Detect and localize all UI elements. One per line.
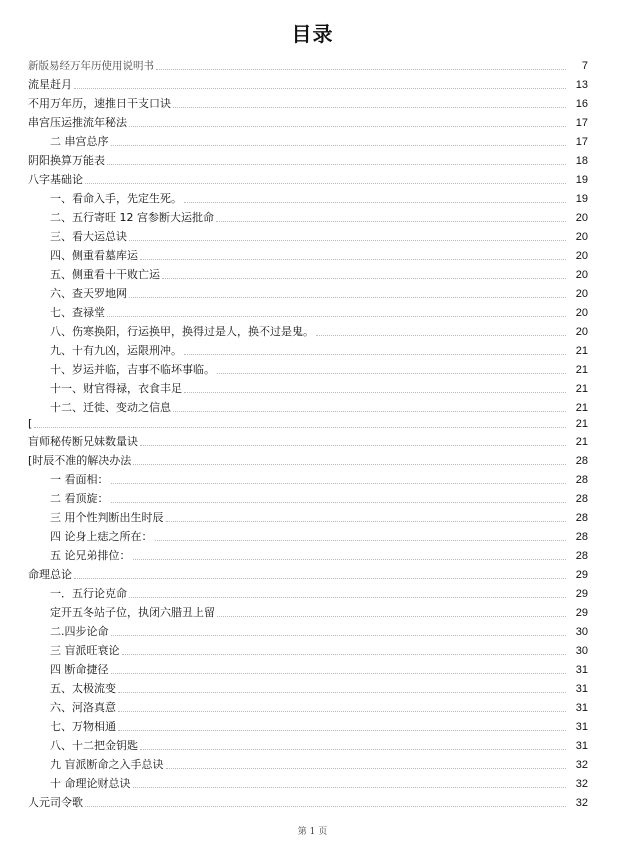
toc-entry[interactable] — [28, 507, 588, 525]
dot-leader — [107, 163, 566, 165]
toc-entry-label: 七、查禄堂 — [50, 306, 105, 319]
dot-leader — [217, 372, 566, 374]
toc-entry-page-number: 31 — [575, 683, 588, 695]
toc-entry[interactable] — [28, 55, 588, 73]
toc-entry-page-number: 20 — [575, 231, 588, 243]
toc-entry-label: 三、看大运总诀 — [50, 230, 127, 243]
toc-entry-label: 九 盲派断命之入手总诀 — [50, 758, 164, 771]
toc-entry[interactable] — [28, 564, 588, 582]
toc-entry[interactable] — [28, 264, 588, 282]
toc-entry-label: 定开五冬站子位，执闭六腊丑上留 — [50, 606, 215, 619]
toc-entry[interactable] — [28, 640, 588, 658]
toc-entry-page-number: 30 — [575, 645, 588, 657]
dot-leader — [129, 239, 566, 241]
dot-leader — [118, 710, 566, 712]
toc-entry-label: 新版易经万年历使用说明书 — [28, 60, 154, 72]
toc-entry-label: 四、侧重看墓库运 — [50, 249, 138, 262]
dot-leader — [173, 106, 566, 108]
dot-leader — [166, 767, 567, 769]
dot-leader — [140, 444, 566, 446]
toc-entry[interactable] — [28, 754, 588, 772]
toc-entry-label: 十 命理论财总诀 — [50, 777, 131, 790]
toc-entry-page-number: 31 — [575, 721, 588, 733]
dot-leader — [133, 786, 567, 788]
dot-leader — [118, 729, 566, 731]
toc-entry-page-number: 7 — [581, 60, 588, 72]
toc-entry[interactable] — [28, 545, 588, 563]
toc-entry-page-number: 20 — [575, 269, 588, 281]
toc-entry-page-number: 28 — [575, 512, 588, 524]
toc-entry[interactable] — [28, 735, 588, 753]
toc-entry-page-number: 28 — [575, 455, 588, 467]
dot-leader — [74, 87, 566, 89]
dot-leader — [140, 748, 566, 750]
toc-entry-page-number: 29 — [575, 569, 588, 581]
toc-entry[interactable] — [28, 773, 588, 791]
toc-entry[interactable] — [28, 302, 588, 320]
toc-entry[interactable] — [28, 226, 588, 244]
toc-entry-label: 五 论兄弟排位： — [50, 549, 131, 562]
dot-leader — [184, 391, 566, 393]
page-footer: 第 1 页 — [297, 827, 328, 837]
toc-entry[interactable] — [28, 74, 588, 92]
toc-entry-page-number: 28 — [575, 474, 588, 486]
toc-entry[interactable] — [28, 207, 588, 225]
toc-entry-label: 五、太极流变 — [50, 682, 116, 695]
toc-entry-label: 八、十二把金钥匙 — [50, 739, 138, 752]
toc-entry[interactable] — [28, 150, 588, 168]
toc-entry-page-number: 21 — [575, 345, 588, 357]
toc-entry-label: 流星赶月 — [28, 78, 72, 91]
toc-entry-label: 六、查天罗地网 — [50, 287, 127, 300]
toc-entry-label: 八、伤寒换阳，行运换甲，换得过是人，换不过是鬼。 — [50, 325, 314, 338]
toc-entry-page-number: 17 — [575, 136, 588, 148]
toc-entry-page-number: 31 — [575, 702, 588, 714]
toc-entry[interactable] — [28, 431, 588, 449]
toc-entry-label: 命理总论 — [28, 568, 72, 581]
toc-entry-page-number: 20 — [575, 307, 588, 319]
dot-leader — [111, 672, 567, 674]
toc-entry[interactable] — [28, 359, 588, 377]
dot-leader — [107, 315, 566, 317]
toc-entry-label: 四 断命捷径 — [50, 663, 109, 676]
toc-entry-label: 一 看面相： — [50, 473, 109, 486]
toc-entry[interactable] — [28, 188, 588, 206]
toc-entry-label: 十、岁运并临，吉事不临坏事临。 — [50, 363, 215, 376]
toc-entry-page-number: 30 — [575, 626, 588, 638]
dot-leader — [216, 220, 566, 222]
toc-entry[interactable] — [28, 583, 588, 601]
toc-entry-label: 不用万年历，速推日干支口诀 — [28, 97, 171, 110]
toc-entry[interactable] — [28, 697, 588, 715]
toc-entry-label: 九、十有九凶，运限刑冲。 — [50, 344, 182, 357]
toc-entry-page-number: 20 — [575, 212, 588, 224]
dot-leader — [129, 596, 566, 598]
toc-entry[interactable] — [28, 659, 588, 677]
toc-entry-page-number: 21 — [575, 364, 588, 376]
dot-leader — [111, 501, 567, 503]
toc-entry[interactable] — [28, 378, 588, 396]
toc-entry[interactable] — [28, 283, 588, 301]
dot-leader — [122, 653, 567, 655]
toc-entry-label: 七、万物相通 — [50, 720, 116, 733]
dot-leader — [111, 144, 567, 146]
dot-leader — [133, 558, 567, 560]
dot-leader — [129, 296, 566, 298]
toc-entry-page-number: 28 — [575, 550, 588, 562]
toc-entry-page-number: 32 — [575, 797, 588, 809]
toc-entry[interactable] — [28, 450, 588, 468]
toc-entry-label: 阴阳换算万能表 — [28, 154, 105, 167]
toc-entry[interactable] — [28, 93, 588, 111]
dot-leader — [184, 353, 566, 355]
toc-entry-page-number: 28 — [575, 493, 588, 505]
toc-entry[interactable] — [28, 321, 588, 339]
toc-entry[interactable] — [28, 169, 588, 187]
toc-entry-page-number: 29 — [575, 588, 588, 600]
toc-entry-label: 十二、迁徙、变动之信息 — [50, 401, 171, 414]
toc-entry-page-number: 21 — [575, 436, 588, 448]
toc-entry-label: 一．五行论克命 — [50, 587, 127, 600]
toc-entry[interactable] — [28, 488, 588, 506]
toc-entry[interactable] — [28, 678, 588, 696]
dot-leader — [111, 482, 567, 484]
dot-leader — [133, 463, 566, 465]
toc-entry-label: 二、五行寄旺 12 宫参断大运批命 — [50, 211, 214, 224]
toc-entry-page-number: 28 — [575, 531, 588, 543]
dot-leader — [74, 577, 566, 579]
dot-leader — [85, 805, 566, 807]
toc-entry-label: 三 用个性判断出生时辰 — [50, 511, 164, 524]
toc-entry-label: 二 串宫总序 — [50, 135, 109, 148]
toc-entry[interactable] — [28, 792, 588, 810]
toc-entry-page-number: 31 — [575, 664, 588, 676]
toc-entry-page-number: 21 — [575, 383, 588, 395]
toc-entry[interactable] — [28, 340, 588, 358]
toc-entry-page-number: 17 — [575, 117, 588, 129]
toc-entry-page-number: 16 — [575, 98, 588, 110]
dot-leader — [162, 277, 566, 279]
toc-entry-page-number: 20 — [575, 326, 588, 338]
toc-entry[interactable] — [28, 602, 588, 620]
dot-leader — [316, 334, 566, 336]
toc-entry-page-number: 20 — [575, 288, 588, 300]
toc-entry-label: 六、河洛真意 — [50, 701, 116, 714]
toc-entry-page-number: 19 — [575, 193, 588, 205]
toc-entry-label: 人元司令歌 — [28, 796, 83, 809]
toc-entry[interactable] — [28, 245, 588, 263]
dot-leader — [217, 615, 566, 617]
toc-entry[interactable] — [28, 621, 588, 639]
toc-entry-page-number: 21 — [575, 418, 588, 430]
page-title: 目录 — [291, 22, 334, 46]
toc-entry-page-number: 31 — [575, 740, 588, 752]
toc-entry-page-number: 32 — [575, 759, 588, 771]
toc-entry[interactable] — [28, 413, 588, 431]
dot-leader — [156, 68, 566, 70]
toc-entry-page-number: 29 — [575, 607, 588, 619]
toc-entry[interactable] — [28, 469, 588, 487]
dot-leader — [140, 258, 566, 260]
toc-entry-label: [时辰不准的解决办法 — [28, 454, 132, 467]
toc-entry-label: [ — [28, 417, 33, 430]
toc-entry-page-number: 13 — [575, 79, 588, 91]
dot-leader — [111, 634, 567, 636]
toc-entry-page-number: 19 — [575, 174, 588, 186]
toc-entry-page-number: 18 — [575, 155, 588, 167]
toc-entry[interactable] — [28, 131, 588, 149]
toc-entry-label: 串宫压运推流年秘法 — [28, 116, 127, 129]
toc-entry-page-number: 21 — [575, 402, 588, 414]
toc-entry-label: 二.四步论命 — [50, 625, 109, 638]
toc-entry[interactable] — [28, 716, 588, 734]
toc-entry-label: 盲师秘传断兄妹数量诀 — [28, 435, 138, 448]
toc-entry-label: 十一、财官得禄，衣食丰足 — [50, 382, 182, 395]
dot-leader — [173, 410, 566, 412]
dot-leader — [166, 520, 567, 522]
toc-entry-label: 五、侧重看十干败亡运 — [50, 268, 160, 281]
toc-entry[interactable] — [28, 526, 588, 544]
toc-entry-label: 一、看命入手，先定生死。 — [50, 192, 182, 205]
dot-leader — [118, 691, 566, 693]
dot-leader — [155, 539, 567, 541]
toc-entry-label: 四 论身上痣之所在： — [50, 530, 153, 543]
dot-leader — [184, 201, 566, 203]
toc-entry-label: 三 盲派旺衰论 — [50, 644, 120, 657]
dot-leader — [85, 182, 566, 184]
dot-leader — [34, 426, 566, 428]
toc-entry-label: 八字基础论 — [28, 173, 83, 186]
toc-entry-page-number: 20 — [575, 250, 588, 262]
dot-leader — [129, 125, 566, 127]
toc-entry-page-number: 32 — [575, 778, 588, 790]
toc-entry-label: 二 看顶旋： — [50, 492, 109, 505]
toc-entry[interactable] — [28, 112, 588, 130]
